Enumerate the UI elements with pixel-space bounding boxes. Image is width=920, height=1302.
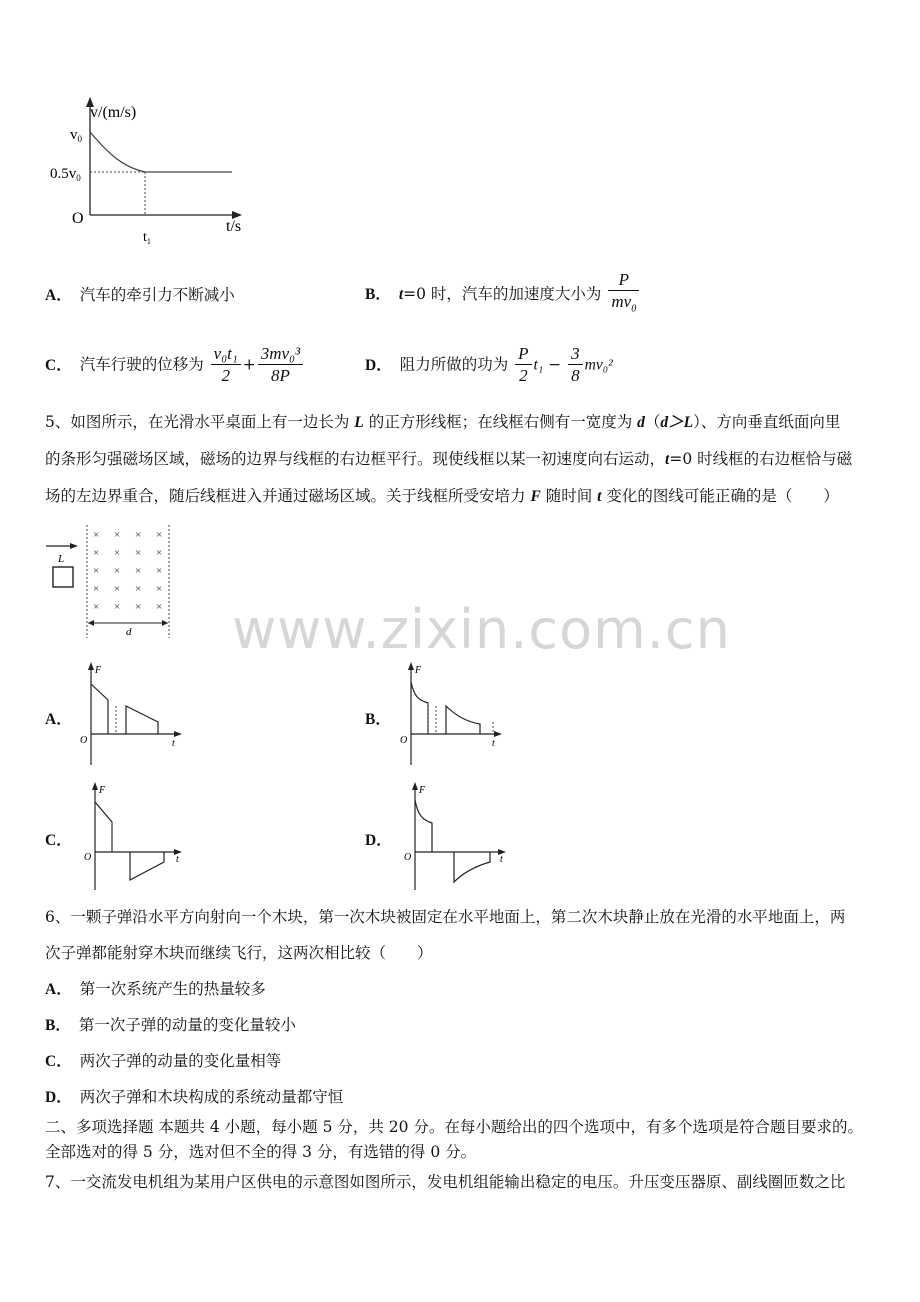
field-cross: × — [156, 529, 163, 541]
square-loop — [53, 567, 73, 587]
q6-option-b[interactable] — [45, 1013, 296, 1035]
field-cross: × — [135, 601, 142, 613]
minus-sign: − — [548, 355, 562, 374]
plus-sign: + — [242, 355, 256, 374]
axis-o-label: O — [80, 735, 88, 746]
velocity-curve — [90, 132, 232, 172]
axis-t-label: t — [176, 854, 179, 865]
velocity-time-graph — [40, 95, 260, 255]
field-cross: × — [156, 601, 163, 613]
field-cross: × — [114, 565, 121, 577]
half-v0-label: $0.5v_0$ — [50, 166, 81, 183]
axis-o-label: O — [404, 852, 412, 863]
field-cross: × — [93, 565, 100, 577]
axis-f-label: F — [419, 785, 426, 796]
option-text: 阻力所做的功为 — [399, 355, 509, 374]
y-axis-arrow — [408, 662, 414, 670]
field-cross: × — [156, 547, 163, 559]
q4-option-c[interactable] — [45, 344, 305, 387]
q6-line-1: 6、一颗子弹沿水平方向射向一个木块，第一次木块被固定在水平地面上，第二次木块静止放在光滑的水平地面上，两 — [45, 908, 846, 926]
y-axis-arrow — [88, 662, 94, 670]
loop-label-l: L — [58, 553, 65, 565]
q6-line-2: 次子弹都能射穿木块而继续飞行，这两次相比较（ ） — [45, 944, 433, 962]
field-cross: × — [135, 565, 142, 577]
field-cross: × — [93, 547, 100, 559]
q7-line-1: 7、一交流发电机组为某用户区供电的示意图如图所示，发电机组能输出稳定的电压。升压变压器原、副线圈匝数之比 — [45, 1173, 846, 1191]
field-cross: × — [135, 529, 142, 541]
width-label-d: d — [126, 626, 132, 638]
x-axis-arrow — [174, 731, 182, 737]
x-axis-label: t/s — [226, 218, 242, 235]
field-cross: × — [156, 565, 163, 577]
width-arrow-right — [162, 620, 168, 626]
fraction-3mv0cubed-over-8p: $\frac{\text{3mv₀³}}{8P}$ — [258, 344, 303, 387]
field-cross: × — [93, 601, 100, 613]
v0-label: $v_0$ — [70, 127, 82, 144]
magnetic-field-figure — [40, 520, 190, 645]
t1-label: $t_1$ — [143, 230, 151, 246]
option-letter: D． — [365, 356, 392, 374]
fraction-p-over-2: $\frac{P}{2}$ — [515, 344, 531, 387]
option-text: 两次子弹和木块构成的系统动量都守恒 — [79, 1088, 344, 1106]
field-cross: × — [135, 583, 142, 595]
y-axis-arrow — [92, 782, 98, 790]
force-segment-1 — [411, 682, 428, 734]
q6-option-d[interactable] — [45, 1085, 343, 1107]
q5-line-1: 5、如图所示，在光滑水平桌面上有一边长为 L 的正方形线框；在线框右侧有一宽度为 d（d＞L）、方向垂直纸面向里 — [45, 413, 841, 431]
field-cross: × — [156, 583, 163, 595]
force-segment-2 — [126, 706, 158, 734]
field-cross: × — [114, 529, 121, 541]
option-text: 第一次系统产生的热量较多 — [79, 980, 266, 998]
field-cross: × — [114, 547, 121, 559]
q4-option-b[interactable] — [365, 270, 641, 320]
option-text: =0 时，汽车的加速度大小为 — [403, 285, 602, 304]
fraction-v0t1-over-2: $\frac{\text{v₀t₁}}{2}$ — [211, 344, 241, 387]
q5-option-d-label[interactable]: D． — [365, 832, 392, 849]
q5-graph-c[interactable] — [78, 780, 188, 895]
q5-option-b-label[interactable]: B． — [365, 711, 391, 728]
q5-line-2: 的条形匀强磁场区域，磁场的边界与线框的右边框平行。现使线框以某一初速度向右运动，t=0 时线框的右边框恰与磁 — [45, 450, 853, 468]
section-2-heading-line-1: 二、多项选择题 本题共 4 小题，每小题 5 分，共 20 分。在每小题给出的四个选项中，有多个选项是符合题目要求的。 — [45, 1118, 863, 1136]
q5-graph-b[interactable] — [398, 660, 508, 770]
q5-option-a-label[interactable]: A． — [45, 711, 72, 728]
y-axis-arrow — [412, 782, 418, 790]
field-cross: × — [135, 547, 142, 559]
q4-option-d[interactable] — [365, 344, 613, 387]
axis-t-label: t — [492, 738, 495, 749]
option-letter: A． — [45, 981, 72, 998]
option-letter: A． — [45, 287, 72, 304]
section-2-heading-line-2: 全部选对的得 5 分，选对但不全的得 3 分，有选错的得 0 分。 — [45, 1143, 477, 1161]
force-segment-positive — [415, 800, 432, 852]
q5-option-c-label[interactable]: C． — [45, 832, 72, 849]
field-crosses — [93, 529, 162, 613]
axis-f-label: F — [99, 785, 106, 796]
q5-graph-d[interactable] — [398, 780, 513, 895]
axis-o-label: O — [400, 735, 408, 746]
q5-graph-a[interactable] — [78, 660, 188, 770]
force-segment-negative — [130, 852, 164, 880]
field-cross: × — [114, 601, 121, 613]
field-cross: × — [93, 583, 100, 595]
option-text: 汽车的牵引力不断减小 — [79, 286, 235, 304]
force-segment-1 — [91, 684, 108, 734]
axis-f-label: F — [415, 665, 422, 676]
fraction-p-over-mv0: $\frac{P}{mv_0}$ — [608, 270, 639, 320]
option-letter: B． — [45, 1017, 71, 1034]
velocity-arrowhead — [70, 543, 78, 549]
width-arrow-left — [88, 620, 94, 626]
axis-t-label: t — [500, 854, 503, 865]
q4-option-a[interactable] — [45, 283, 235, 305]
option-letter: C． — [45, 356, 72, 374]
axis-f-label: F — [95, 665, 102, 676]
x-axis-arrow — [494, 731, 502, 737]
force-segment-2 — [446, 706, 480, 734]
term-mv0-squared: mv₀² — [584, 356, 613, 374]
field-cross: × — [93, 529, 100, 541]
q6-option-c[interactable] — [45, 1049, 281, 1071]
option-letter: C． — [45, 1053, 72, 1070]
option-text: 两次子弹的动量的变化量相等 — [79, 1052, 282, 1070]
axis-o-label: O — [84, 852, 92, 863]
origin-label: O — [72, 210, 84, 227]
option-letter: D． — [45, 1089, 72, 1106]
field-cross: × — [114, 583, 121, 595]
option-text: 第一次子弹的动量的变化量较小 — [78, 1016, 296, 1034]
term-t1: t₁ — [533, 356, 544, 374]
force-segment-negative — [454, 852, 490, 882]
watermark-text: www.zixin.com.cn — [232, 598, 731, 661]
force-segment-positive — [95, 802, 112, 852]
option-letter: B． — [365, 286, 391, 304]
option-text: 汽车行驶的位移为 — [79, 355, 204, 374]
var-t: t — [398, 286, 404, 304]
q6-option-a[interactable] — [45, 977, 266, 999]
y-axis-label: v/(m/s) — [90, 104, 137, 121]
fraction-3-over-8: $\frac{3}{8}$ — [568, 344, 583, 387]
q5-line-3: 场的左边界重合，随后线框进入并通过磁场区域。关于线框所受安培力 F 随时间 t 变化的图线可能正确的是（ ） — [45, 487, 839, 505]
axis-t-label: t — [172, 738, 175, 749]
